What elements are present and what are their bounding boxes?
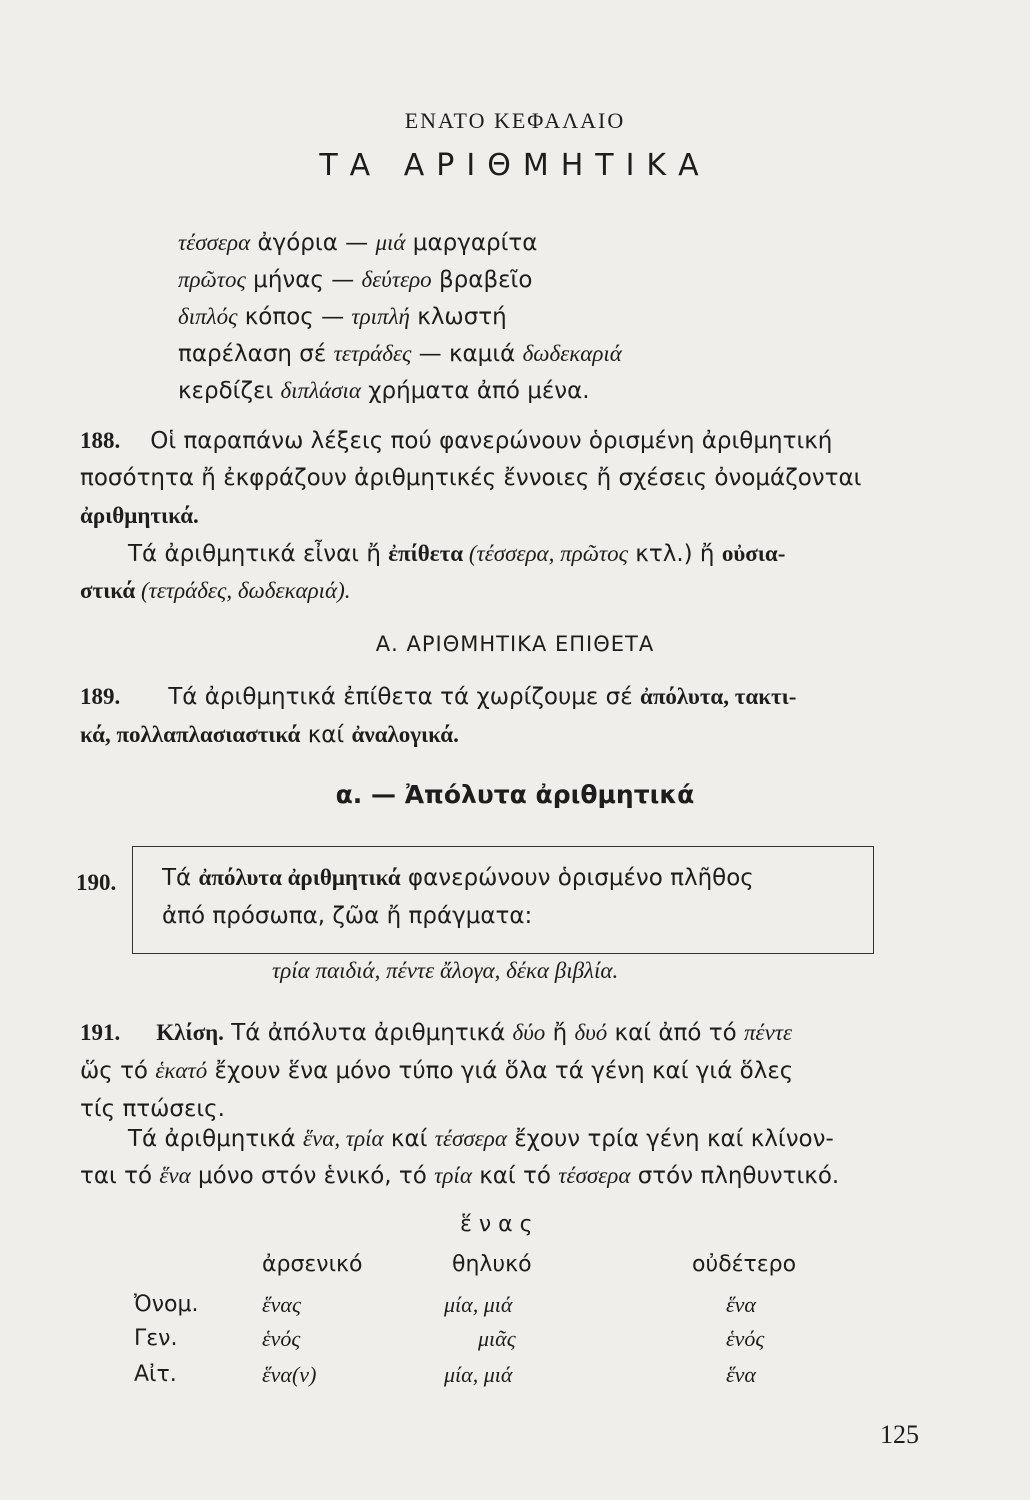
example-line: παρέλαση σέ τετράδες — καμιά δωδεκαριά [178, 341, 622, 367]
form-feminine: μία, μιά [444, 1292, 513, 1317]
chapter-label: ΕΝΑΤΟ ΚΕΦΑΛΑΙΟ [404, 108, 626, 133]
page-number: 125 [880, 1420, 919, 1449]
p190-number: 190. [76, 870, 117, 895]
form-feminine: μιᾶς [478, 1326, 516, 1351]
p188-line1: 188. Οἱ παραπάνω λέξεις πού φανερώνουν ὁρισμένη ἀριθμητική [80, 428, 833, 454]
definition-box [132, 846, 874, 954]
p189-line2: κά, πολλαπλασιαστικά καί ἀναλογικά. [80, 722, 459, 748]
p190-example: τρία παιδιά, πέντε ἄλογα, δέκα βιβλία. [272, 958, 619, 983]
header-feminine: θηλυκό [452, 1252, 532, 1277]
case-label: Αἰτ. [134, 1362, 177, 1387]
example-line: κερδίζει διπλάσια χρήματα ἀπό μένα. [178, 378, 590, 404]
example-line: πρῶτος μήνας — δεύτερο βραβεῖο [178, 267, 533, 293]
header-masculine: ἀρσενικό [262, 1252, 363, 1277]
p188-line5: στικά (τετράδες, δωδεκαριά). [80, 578, 351, 603]
form-masculine: ἑνός [262, 1326, 301, 1351]
subhead-a: Α. ΑΡΙΘΜΗΤΙΚΑ ΕΠΙΘΕΤΑ [375, 632, 655, 656]
form-feminine: μία, μιά [444, 1362, 513, 1387]
form-neuter: ἕνα [726, 1362, 756, 1387]
p191-line2: ὥς τό ἑκατό ἔχουν ἕνα μόνο τύπο γιά ὅλα τά γένη καί γιά ὅλες [80, 1058, 794, 1084]
form-neuter: ἑνός [726, 1326, 765, 1351]
section-heading: α. — Ἀπόλυτα ἀριθμητικά [335, 780, 695, 809]
case-label: Γεν. [134, 1326, 178, 1351]
form-neuter: ἕνα [726, 1292, 756, 1317]
p191-line1: 191. Κλίση. Τά ἀπόλυτα ἀριθμητικά δύο ἤ δυό καί ἀπό τό πέντε [80, 1020, 793, 1046]
p191-line4: Τά ἀριθμητικά ἕνα, τρία καί τέσσερα ἔχουν τρία γένη καί κλίνον- [128, 1126, 834, 1152]
p190-line2: ἀπό πρόσωπα, ζῶα ἤ πράγματα: [162, 903, 533, 929]
p188-line2: ποσότητα ἤ ἐκφράζουν ἀριθμητικές ἔννοιες ἤ σχέσεις ὀνομάζονται [80, 465, 862, 491]
header-neuter: οὐδέτερο [692, 1252, 797, 1277]
chapter-title: ΤΑ ΑΡΙΘΜΗΤΙΚΑ [319, 148, 711, 183]
p190-line1: Τά ἀπόλυτα ἀριθμητικά φανερώνουν ὁρισμένο πλῆθος [162, 865, 754, 891]
p188-line3: ἀριθμητικά. [80, 503, 199, 528]
p189-line1: 189. Τά ἀριθμητικά ἐπίθετα τά χωρίζουμε σέ ἀπόλυτα, τακτι- [80, 684, 797, 710]
example-line: διπλός κόπος — τριπλή κλωστή [178, 304, 507, 330]
form-masculine: ἕνας [262, 1292, 301, 1317]
form-masculine: ἕνα(ν) [262, 1362, 317, 1387]
case-label: Ὀνομ. [134, 1292, 199, 1317]
p191-line3: τίς πτώσεις. [80, 1096, 225, 1122]
example-line: τέσσερα ἀγόρια — μιά μαργαρίτα [178, 230, 538, 256]
declension-title: ἕ ν α ς [460, 1212, 533, 1237]
p191-line5: ται τό ἕνα μόνο στόν ἑνικό, τό τρία καί τό τέσσερα στόν πληθυντικό. [80, 1163, 840, 1189]
p188-line4: Τά ἀριθμητικά εἶναι ἤ ἐπίθετα (τέσσερα, πρῶτος κτλ.) ἤ οὐσια- [128, 541, 786, 567]
